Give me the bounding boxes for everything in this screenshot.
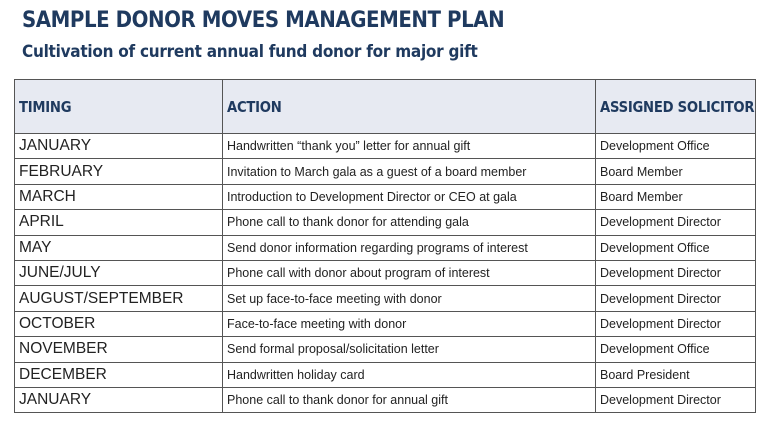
- solicitor-cell: Board Member: [596, 184, 756, 209]
- solicitor-cell: Development Director: [596, 286, 756, 311]
- action-cell: Handwritten “thank you” letter for annual gift: [223, 134, 596, 159]
- timing-cell: MARCH: [15, 184, 223, 209]
- solicitor-cell: Development Director: [596, 210, 756, 235]
- table-row: [15, 362, 756, 387]
- table-row: [15, 387, 756, 412]
- timing-cell: OCTOBER: [15, 311, 223, 336]
- column-header-action: ACTION: [223, 80, 596, 134]
- solicitor-cell: Development Office: [596, 337, 756, 362]
- table-header-row: [15, 80, 756, 134]
- table-row: [15, 134, 756, 159]
- solicitor-cell: Development Director: [596, 311, 756, 336]
- action-cell: Invitation to March gala as a guest of a board member: [223, 159, 596, 184]
- table-row: [15, 159, 756, 184]
- solicitor-cell: Development Office: [596, 235, 756, 260]
- timing-cell: MAY: [15, 235, 223, 260]
- timing-cell: JANUARY: [15, 134, 223, 159]
- table-row: [15, 184, 756, 209]
- action-cell: Handwritten holiday card: [223, 362, 596, 387]
- timing-cell: APRIL: [15, 210, 223, 235]
- action-cell: Send formal proposal/solicitation letter: [223, 337, 596, 362]
- action-cell: Phone call to thank donor for annual gift: [223, 387, 596, 412]
- table-row: [15, 235, 756, 260]
- solicitor-cell: Board President: [596, 362, 756, 387]
- action-cell: Face-to-face meeting with donor: [223, 311, 596, 336]
- timing-cell: NOVEMBER: [15, 337, 223, 362]
- table-row: [15, 210, 756, 235]
- timing-cell: JUNE/JULY: [15, 260, 223, 285]
- column-header-assigned-solicitor: ASSIGNED SOLICITOR: [596, 80, 756, 134]
- action-cell: Set up face-to-face meeting with donor: [223, 286, 596, 311]
- action-cell: Phone call with donor about program of interest: [223, 260, 596, 285]
- timing-cell: DECEMBER: [15, 362, 223, 387]
- table-row: [15, 311, 756, 336]
- table-row: [15, 286, 756, 311]
- solicitor-cell: Board Member: [596, 159, 756, 184]
- moves-plan-table: [14, 79, 756, 413]
- timing-cell: JANUARY: [15, 387, 223, 412]
- column-header-timing: TIMING: [15, 80, 223, 134]
- page-subtitle: Cultivation of current annual fund donor for major gift: [22, 42, 478, 62]
- solicitor-cell: Development Office: [596, 134, 756, 159]
- table-row: [15, 260, 756, 285]
- timing-cell: AUGUST/SEPTEMBER: [15, 286, 223, 311]
- solicitor-cell: Development Director: [596, 387, 756, 412]
- timing-cell: FEBRUARY: [15, 159, 223, 184]
- action-cell: Phone call to thank donor for attending gala: [223, 210, 596, 235]
- table-row: [15, 337, 756, 362]
- solicitor-cell: Development Director: [596, 260, 756, 285]
- action-cell: Introduction to Development Director or CEO at gala: [223, 184, 596, 209]
- page-title: SAMPLE DONOR MOVES MANAGEMENT PLAN: [22, 8, 505, 33]
- action-cell: Send donor information regarding programs of interest: [223, 235, 596, 260]
